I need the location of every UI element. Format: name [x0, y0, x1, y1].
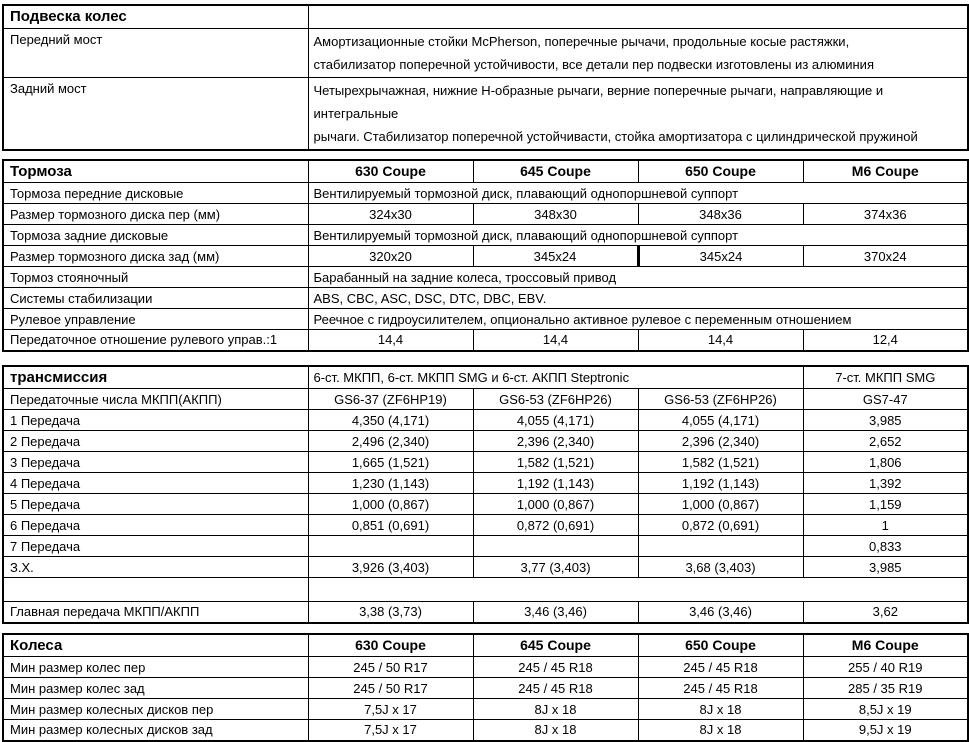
value-line: рычаги. Стабилизатор поперечной устойчивасти, стойка амортизатора с цилиндрической пружиной [313, 128, 918, 144]
value-cell: Реечное с гидроусилителем, опционально активное рулевое с переменным отношением [308, 309, 968, 330]
table-row [3, 288, 968, 309]
value-cell: 255 / 40 R19 [803, 657, 968, 678]
row-label: 2 Передача [3, 431, 308, 452]
table-row [3, 366, 968, 389]
row-label: Тормоза передние дисковые [3, 183, 308, 204]
table-row [3, 678, 968, 699]
table-row [3, 602, 968, 623]
value-cell: 0,872 (0,691) [638, 515, 803, 536]
value-cell: 1,392 [803, 473, 968, 494]
column-header: 650 Coupe [638, 634, 803, 657]
value-cell: 245 / 50 R17 [308, 657, 473, 678]
row-label: Системы стабилизации [3, 288, 308, 309]
value-cell: GS6-37 (ZF6HP19) [308, 389, 473, 410]
row-label: Задний мост [3, 77, 308, 150]
value-cell: GS6-53 (ZF6HP26) [473, 389, 638, 410]
table-row [3, 699, 968, 720]
value-cell: Вентилируемый тормозной диск, плавающий однопоршневой суппорт [308, 183, 968, 204]
value-cell: 1,806 [803, 452, 968, 473]
value-cell: 4,350 (4,171) [308, 410, 473, 431]
table-row [3, 267, 968, 288]
row-label: Передаточные числа МКПП(АКПП) [3, 389, 308, 410]
column-header: 630 Coupe [308, 160, 473, 183]
value-cell: 1,230 (1,143) [308, 473, 473, 494]
value-cell [308, 536, 473, 557]
value-cell: 9,5J x 19 [803, 720, 968, 741]
value-cell: 348x30 [473, 204, 638, 225]
brakes-table [2, 159, 969, 352]
value-cell: 1,159 [803, 494, 968, 515]
column-header: M6 Coupe [803, 160, 968, 183]
value-cell: 3,68 (3,403) [638, 557, 803, 578]
gearbox-m6-header: 7-ст. МКПП SMG [803, 366, 968, 389]
value-cell: 1,665 (1,521) [308, 452, 473, 473]
row-label: Рулевое управление [3, 309, 308, 330]
row-label: 3 Передача [3, 452, 308, 473]
section-title: Тормоза [3, 160, 308, 183]
table-row [3, 225, 968, 246]
column-header: 630 Coupe [308, 634, 473, 657]
table-row [3, 634, 968, 657]
value-cell: 2,652 [803, 431, 968, 452]
table-row [3, 160, 968, 183]
value-cell: 1,582 (1,521) [473, 452, 638, 473]
row-label: 7 Передача [3, 536, 308, 557]
value-cell: 3,62 [803, 602, 968, 623]
value-cell: Барабанный на задние колеса, троссовый привод [308, 267, 968, 288]
wheels-table [2, 633, 969, 742]
row-label: Мин размер колесных дисков зад [3, 720, 308, 741]
value-cell: 1,000 (0,867) [473, 494, 638, 515]
value-cell: 245 / 50 R17 [308, 678, 473, 699]
row-label: Размер тормозного диска зад (мм) [3, 246, 308, 267]
value-cell: 3,985 [803, 557, 968, 578]
row-label: 4 Передача [3, 473, 308, 494]
table-row [3, 536, 968, 557]
row-label: Мин размер колес зад [3, 678, 308, 699]
row-label: З.Х. [3, 557, 308, 578]
value-cell: 1,582 (1,521) [638, 452, 803, 473]
blank-cell [308, 578, 968, 602]
suspension-table [2, 4, 969, 151]
table-row [3, 77, 968, 150]
value-cell: 3,985 [803, 410, 968, 431]
value-cell: 8J x 18 [473, 720, 638, 741]
value-cell: 324x30 [308, 204, 473, 225]
value-cell: 3,46 (3,46) [473, 602, 638, 623]
table-row [3, 309, 968, 330]
value-cell: 345x24 [638, 246, 803, 267]
value-cell: 14,4 [308, 330, 473, 351]
value-cell: 3,77 (3,403) [473, 557, 638, 578]
column-header: M6 Coupe [803, 634, 968, 657]
value-cell: 348x36 [638, 204, 803, 225]
value-line: Четырехрычажная, нижние Н-образные рычаги, верние поперечные рычаги, направляющие и интегральные [313, 82, 884, 121]
row-label: 6 Передача [3, 515, 308, 536]
value-cell: 8J x 18 [638, 699, 803, 720]
value-cell: 3,926 (3,403) [308, 557, 473, 578]
value-cell: Вентилируемый тормозной диск, плавающий однопоршневой суппорт [308, 225, 968, 246]
value-line: Амортизационные стойки McPherson, поперечные рычачи, продольные косые растяжки, [313, 33, 850, 49]
table-row [3, 720, 968, 741]
row-label: 5 Передача [3, 494, 308, 515]
table-row [3, 473, 968, 494]
value-cell [638, 536, 803, 557]
value-cell: 8,5J x 19 [803, 699, 968, 720]
transmission-table [2, 365, 969, 624]
section-title: Подвеска колес [3, 5, 308, 28]
table-row [3, 515, 968, 536]
value-cell: 4,055 (4,171) [473, 410, 638, 431]
value-cell: 14,4 [638, 330, 803, 351]
column-header: 645 Coupe [473, 634, 638, 657]
value-cell: 320x20 [308, 246, 473, 267]
table-row [3, 410, 968, 431]
row-label: Передаточное отношение рулевого управ.:1 [3, 330, 308, 351]
gearbox-types-header: 6-ст. МКПП, 6-ст. МКПП SMG и 6-ст. АКПП Steptronic [308, 366, 803, 389]
value-cell: 7,5J x 17 [308, 720, 473, 741]
value-cell: 1,192 (1,143) [638, 473, 803, 494]
value-cell: 4,055 (4,171) [638, 410, 803, 431]
value-line: стабилизатор поперечной устойчивости, все детали пер подвески изготовлены из алюминия [313, 56, 874, 72]
value-cell: 1,000 (0,867) [308, 494, 473, 515]
value-cell: 14,4 [473, 330, 638, 351]
table-row [3, 183, 968, 204]
table-row [3, 28, 968, 77]
value-cell: 0,851 (0,691) [308, 515, 473, 536]
value-cell [308, 28, 968, 77]
row-label: 1 Передача [3, 410, 308, 431]
value-cell [473, 536, 638, 557]
value-cell: 0,872 (0,691) [473, 515, 638, 536]
value-cell [308, 77, 968, 150]
column-header: 645 Coupe [473, 160, 638, 183]
row-label: Мин размер колесных дисков пер [3, 699, 308, 720]
value-cell: 8J x 18 [638, 720, 803, 741]
value-cell: 1,000 (0,867) [638, 494, 803, 515]
table-row [3, 452, 968, 473]
table-row [3, 5, 968, 28]
value-cell: 0,833 [803, 536, 968, 557]
value-cell: 7,5J x 17 [308, 699, 473, 720]
section-title: трансмиссия [3, 366, 308, 389]
value-cell: 2,396 (2,340) [473, 431, 638, 452]
value-cell: 370x24 [803, 246, 968, 267]
value-cell: 3,46 (3,46) [638, 602, 803, 623]
value-cell: 374x36 [803, 204, 968, 225]
value-cell: 2,396 (2,340) [638, 431, 803, 452]
value-cell: 285 / 35 R19 [803, 678, 968, 699]
value-cell: GS7-47 [803, 389, 968, 410]
blank-cell [3, 578, 308, 602]
table-row [3, 431, 968, 452]
table-row [3, 494, 968, 515]
table-row [3, 204, 968, 225]
value-cell: 1,192 (1,143) [473, 473, 638, 494]
row-label: Размер тормозного диска пер (мм) [3, 204, 308, 225]
table-row [3, 330, 968, 351]
value-cell: 245 / 45 R18 [638, 678, 803, 699]
column-header: 650 Coupe [638, 160, 803, 183]
value-cell: 245 / 45 R18 [473, 678, 638, 699]
row-label: Мин размер колес пер [3, 657, 308, 678]
value-cell: 2,496 (2,340) [308, 431, 473, 452]
table-row [3, 578, 968, 602]
value-cell: 1 [803, 515, 968, 536]
value-cell: 345x24 [473, 246, 638, 267]
value-cell: 3,38 (3,73) [308, 602, 473, 623]
table-row [3, 389, 968, 410]
table-row [3, 557, 968, 578]
value-cell: GS6-53 (ZF6HP26) [638, 389, 803, 410]
value-cell: 8J x 18 [473, 699, 638, 720]
table-row [3, 246, 968, 267]
table-row [3, 657, 968, 678]
value-cell: 245 / 45 R18 [473, 657, 638, 678]
section-title: Колеса [3, 634, 308, 657]
row-label: Тормоз стояночный [3, 267, 308, 288]
row-label: Главная передача МКПП/АКПП [3, 602, 308, 623]
value-cell: ABS, CBC, ASC, DSC, DTC, DBC, EBV. [308, 288, 968, 309]
value-cell: 245 / 45 R18 [638, 657, 803, 678]
row-label: Передний мост [3, 28, 308, 77]
row-label: Тормоза задние дисковые [3, 225, 308, 246]
empty-header-cell [308, 5, 968, 28]
value-cell: 12,4 [803, 330, 968, 351]
